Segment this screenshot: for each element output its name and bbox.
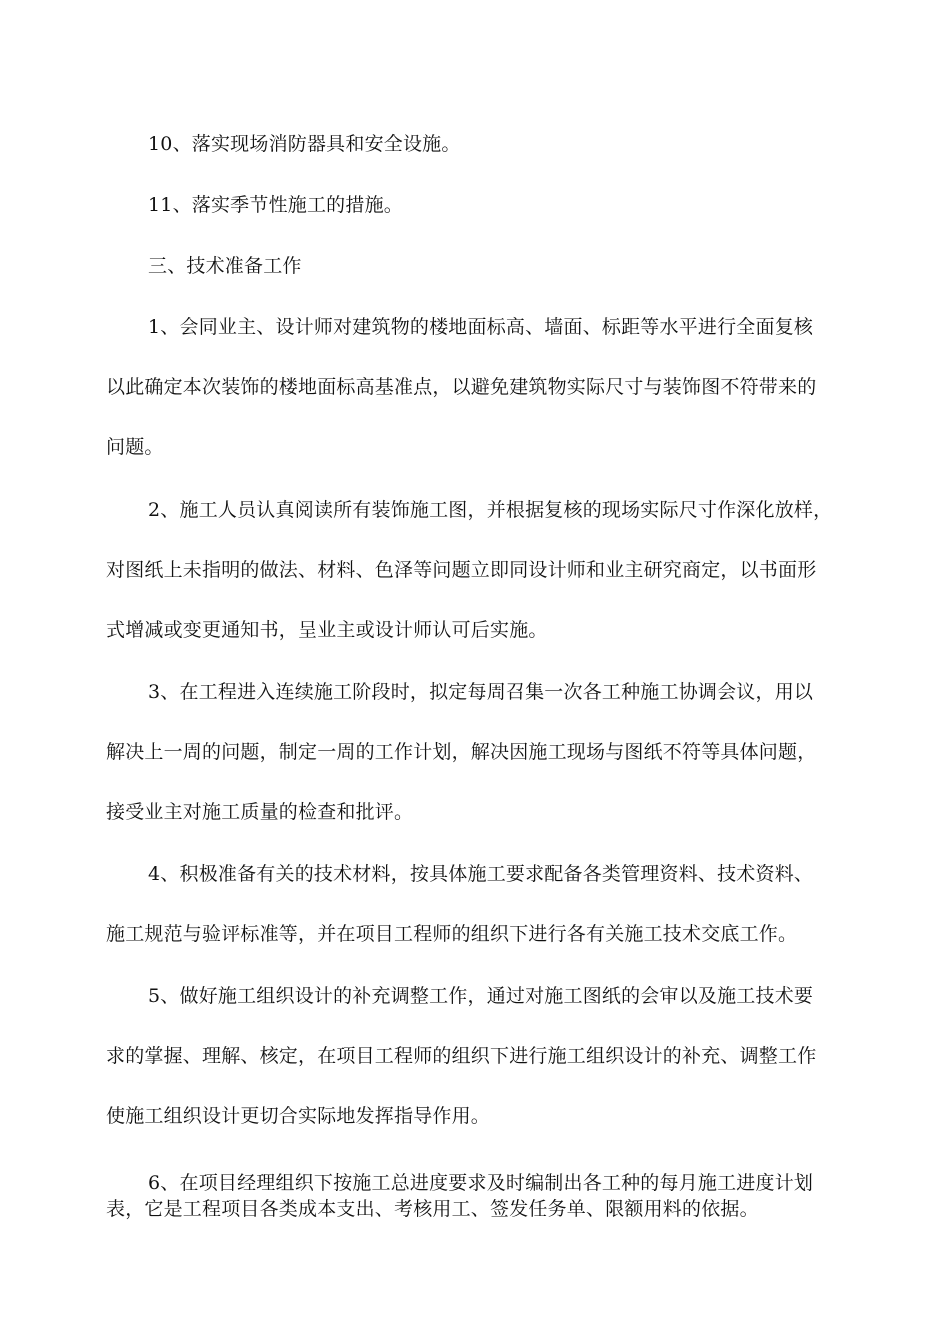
paragraph-line: 以此确定本次装饰的楼地面标高基准点，以避免建筑物实际尺寸与装饰图不符带来的 <box>106 376 817 398</box>
paragraph-line: 对图纸上未指明的做法、材料、色泽等问题立即同设计师和业主研究商定，以书面形 <box>106 559 817 581</box>
paragraph-line: 表，它是工程项目各类成本支出、考核用工、签发任务单、限额用料的依据。 <box>106 1198 759 1220</box>
paragraph-line: 求的掌握、理解、核定，在项目工程师的组织下进行施工组织设计的补充、调整工作 <box>106 1045 817 1067</box>
paragraph-line: 式增减或变更通知书，呈业主或设计师认可后实施。 <box>106 619 548 641</box>
paragraph-line: 1、会同业主、设计师对建筑物的楼地面标高、墙面、标距等水平进行全面复核 <box>148 316 814 338</box>
paragraph-line: 施工规范与验评标准等，并在项目工程师的组织下进行各有关施工技术交底工作。 <box>106 923 798 945</box>
paragraph-line: 使施工组织设计更切合实际地发挥指导作用。 <box>106 1105 491 1127</box>
paragraph-line: 4、积极准备有关的技术材料，按具体施工要求配备各类管理资料、技术资料、 <box>148 863 814 885</box>
paragraph-line: 问题。 <box>106 436 164 458</box>
paragraph-line: 5、做好施工组织设计的补充调整工作，通过对施工图纸的会审以及施工技术要 <box>148 985 814 1007</box>
paragraph-line: 2、施工人员认真阅读所有装饰施工图，并根据复核的现场实际尺寸作深化放样， <box>148 499 833 521</box>
paragraph-line: 3、在工程进入连续施工阶段时，拟定每周召集一次各工种施工协调会议，用以 <box>148 681 814 703</box>
section-heading: 三、技术准备工作 <box>148 255 302 277</box>
paragraph-line: 解决上一周的问题，制定一周的工作计划，解决因施工现场与图纸不符等具体问题， <box>106 741 817 763</box>
paragraph-line: 6、在项目经理组织下按施工总进度要求及时编制出各工种的每月施工进度计划 <box>148 1172 814 1194</box>
paragraph-line: 11、落实季节性施工的措施。 <box>148 194 403 216</box>
paragraph-line: 接受业主对施工质量的检查和批评。 <box>106 801 414 823</box>
paragraph-line: 10、落实现场消防器具和安全设施。 <box>148 133 461 155</box>
